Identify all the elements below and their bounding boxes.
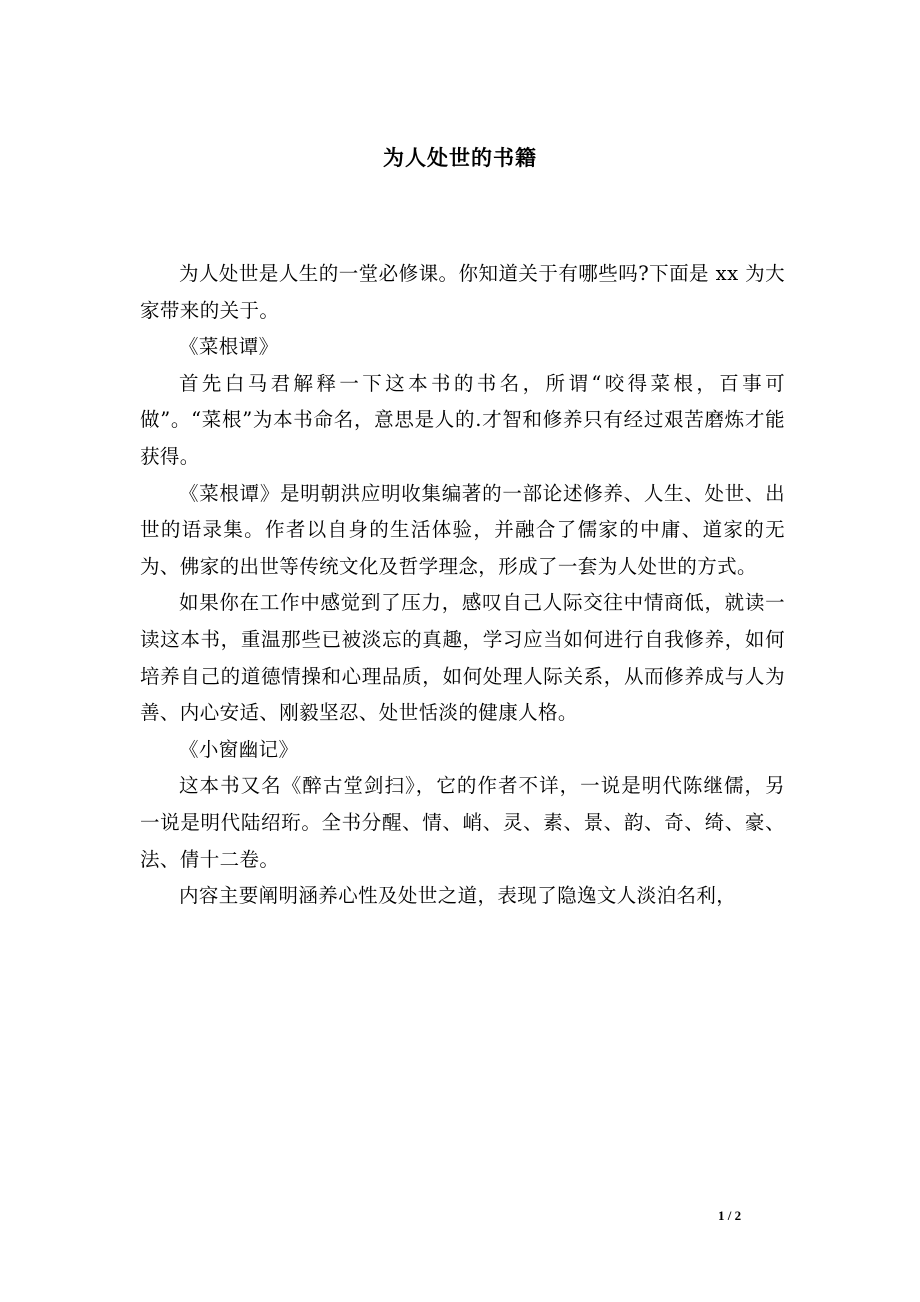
document-title: 为人处世的书籍 [383, 145, 537, 170]
page-number: 1 / 2 [718, 1208, 742, 1223]
document-body [140, 256, 785, 915]
paragraph-xiaochuangyouji-content: 内容主要阐明涵养心性及处世之道，表现了隐逸文人淡泊名利， [179, 884, 737, 908]
paragraph-intro: 为人处世是人生的一堂必修课。你知道关于有哪些吗?下面是 xx 为大家带来的关于。 [140, 262, 785, 322]
paragraph-title-explanation: 首先白马君解释一下这本书的书名，所谓“咬得菜根，百事可做”。“菜根”为本书命名，意思是人的.才智和修养只有经过艰苦磨炼才能获得。 [140, 371, 785, 468]
paragraph-caigentan-description: 《菜根谭》是明朝洪应明收集编著的一部论述修养、人生、处世、出世的语录集。作者以自身的生活体验，并融合了儒家的中庸、道家的无为、佛家的出世等传统文化及哲学理念，形成了一套为人处世的方式。 [140, 481, 785, 578]
heading-xiaochuangyouji: 《小窗幽记》 [179, 737, 299, 761]
paragraph-caigentan-benefit: 如果你在工作中感觉到了压力，感叹自己人际交往中情商低，就读一读这本书，重温那些已被淡忘的真趣，学习应当如何进行自我修养，如何培养自己的道德情操和心理品质，如何处理人际关系，从而修养成与人为善、内心安适、刚毅坚忍、处世恬淡的健康人格。 [140, 591, 785, 725]
heading-caigentan: 《菜根谭》 [179, 335, 279, 359]
paragraph-xiaochuangyouji-description: 这本书又名《醉古堂剑扫》，它的作者不详，一说是明代陈继儒，另一说是明代陆绍珩。全书分醒、情、峭、灵、素、景、韵、奇、绮、豪、法、倩十二卷。 [140, 774, 785, 871]
